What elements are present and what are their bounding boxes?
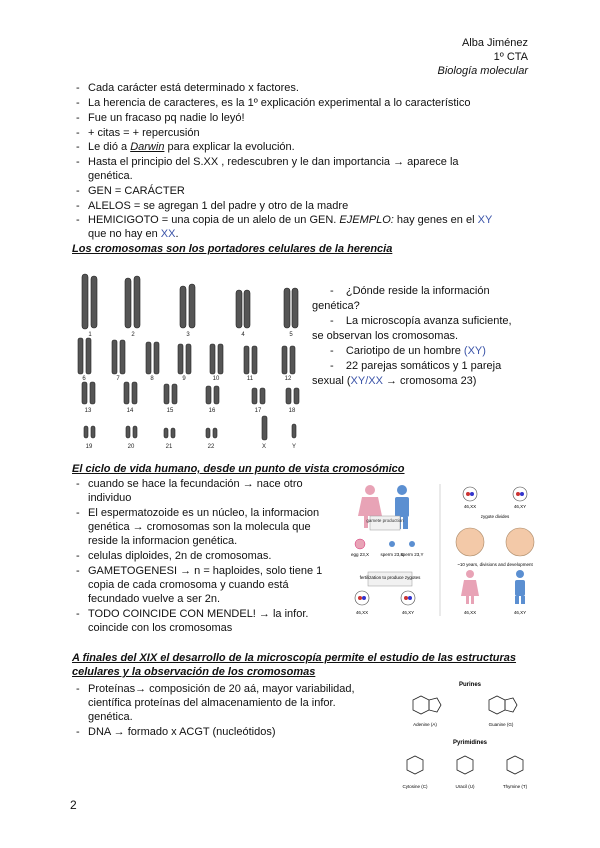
list-item: - cuando se hace la fecundación → nace otro individuo [76,478,303,504]
section-heading: El ciclo de vida humano, desde un punto de vista cromosómico [72,463,405,475]
zygote-label: 46,XX [463,504,477,509]
female-icon [461,570,479,604]
karyotype-label: 10 [212,376,220,382]
karyotype-label: Y [291,444,297,450]
list-item: - La microscopía avanza suficiente, [330,315,512,327]
list-item: se observan los cromosomas. [312,330,459,342]
karyotype-label: 6 [82,376,86,382]
karyotype-label: 9 [182,376,186,382]
karyotype-label: 15 [166,408,174,414]
karyotype-figure [72,266,312,454]
subject-label: Biología molecular [437,65,528,77]
list-item: - ¿Dónde reside la información [330,285,490,297]
karyotype-label: 16 [208,408,216,414]
karyotype-notes [312,284,532,389]
karyotype-label: 19 [85,444,93,450]
karyotype-label: 20 [127,444,135,450]
list-item: sexual (XY/XX → cromosoma 23) [312,375,477,387]
karyotype-label: 22 [207,444,215,450]
karyotype-label: 4 [241,332,245,338]
list-item: - ALELOS = se agregan 1 del padre y otro de la madre [76,200,349,212]
list-item: - Hasta el principio del S.XX , redescubren y le dan importancia → aparece la genética. [76,156,459,182]
karyotype-label: 2 [131,332,135,338]
list-item: - Proteínas→ composición de 20 aá, mayor variabilidad, científica proteínas del almacenamiento de la infor. genética. [76,683,355,723]
list-item: - + citas = + repercusión [76,127,200,139]
karyotype-label: 17 [254,408,262,414]
guanine-label: Guanine (G) [488,722,514,727]
zygote-label: 46,XX [355,610,369,615]
fertilization-label: fertilization to produce zygotes [359,575,421,580]
author-name: Alba Jiménez [461,37,528,49]
karyotype-label: 3 [186,332,190,338]
uracil-label: Uracil (U) [455,784,475,789]
list-item: - Cariotipo de un hombre (XY) [330,345,486,357]
purines-label: Purines [458,682,482,688]
egg-label: egg 23,X [350,552,370,557]
adult-label: 46,XX [463,610,477,615]
cytosine-label: Cytosine (C) [402,784,428,789]
list-item: - La herencia de caracteres, es la 1º explicación experimental a lo característico [76,97,471,109]
zygote-label: 46,XY [401,610,415,615]
sperm-label: sperm 23,X [380,552,404,557]
list-item: - Fue un fracaso pq nadie lo leyó! [76,112,245,124]
thymine-label: Thymine (T) [502,784,528,789]
zygote-divides-label: zygote divides [480,514,510,519]
male-icon [515,570,525,604]
section-heading: Los cromosomas son los portadores celulares de la herencia [72,243,393,255]
karyotype-label: 14 [126,408,134,414]
life-cycle-figure [340,480,540,620]
karyotype-label: 18 [288,408,296,414]
karyotype-label: 7 [116,376,120,382]
karyotype-label: 8 [150,376,154,382]
karyotype-label: 11 [246,376,254,382]
list-item: - Le dió a Darwin para explicar la evolución. [76,141,295,153]
list-item: - celulas diploides, 2n de cromosomas. [76,550,272,562]
karyotype-label: 12 [284,376,292,382]
sperm-label: sperm 23,Y [400,552,424,557]
nucleobases-figure [395,678,545,808]
page-header [438,36,529,78]
list-item: genética? [312,300,360,312]
list-item: - GAMETOGENESI → n = haploides, solo tiene 1 copia de cada cromosoma y cuando está fecundado vuelve a ser 2n. [76,565,323,605]
adult-label: 46,XY [513,610,527,615]
growth-label: ~10 years, divisions and development [457,562,533,567]
page-number: 2 [70,798,77,812]
karyotype-label: 1 [88,332,92,338]
list-item: - TODO COINCIDE CON MENDEL! → la infor. coincide con los cromosomas [76,608,309,634]
list-item: - El espermatozoide es un núcleo, la informacion genética → cromosomas son la molecula que reside la informacion genética. [76,507,320,547]
gamete-label: gamete production [366,518,404,523]
list-item: - HEMICIGOTO = una copia de un alelo de un GEN. EJEMPLO: hay genes en el XY que no hay en XX. [76,214,493,240]
darwin-link: Darwin [130,141,165,153]
karyotype-label: 21 [165,444,173,450]
list-item: - DNA → formado x ACGT (nucleótidos) [76,726,276,738]
list-item: - GEN = CARÁCTER [76,185,185,197]
pyrimidines-label: Pyrimidines [452,740,488,746]
adenine-label: Adenine (A) [413,722,437,727]
zygote-label: 46,XY [513,504,527,509]
list-item: - 22 parejas somáticos y 1 pareja [330,360,502,372]
list-item: - Cada carácter está determinado x factores. [76,82,299,94]
karyotype-label: 13 [84,408,92,414]
section-heading: A finales del XIX el desarrollo de la microscopía permite el estudio de las estructuras celulares y la observación de los cromosomas [72,652,517,678]
karyotype-label: X [261,444,267,450]
course-label: 1º CTA [493,51,528,63]
karyotype-label: 5 [289,332,293,338]
